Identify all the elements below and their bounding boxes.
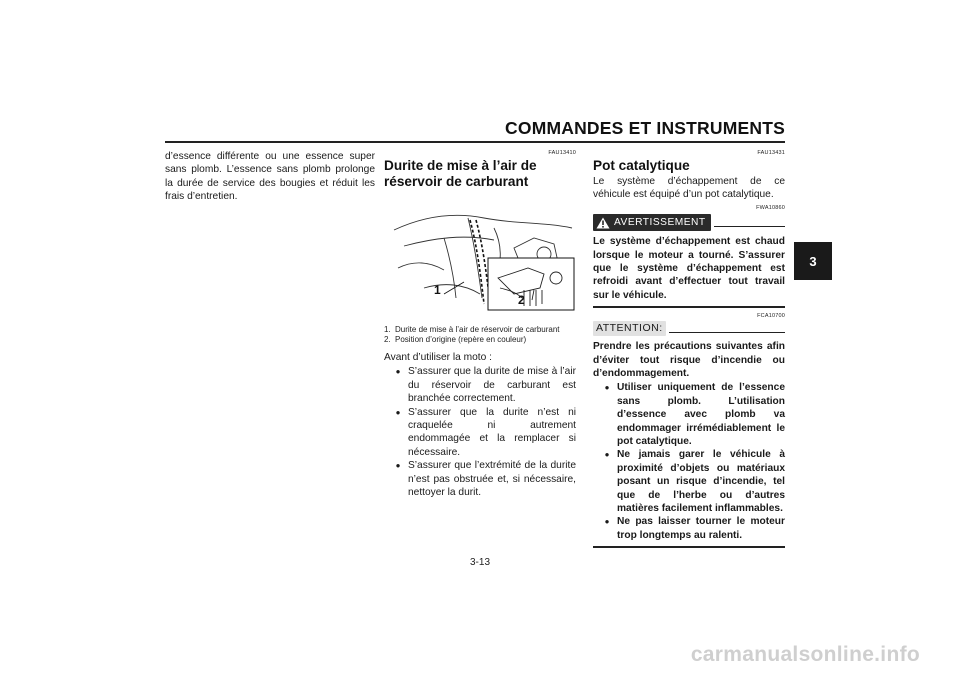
section-code: FAU13410: [548, 150, 576, 156]
page-title: COMMANDES ET INSTRUMENTS: [505, 118, 785, 138]
warning-text: Le système d’échappement est chaud lorsque le moteur a tourné. S’assurer que le système d’échappement est refroidi avant d’effectuer tout travail sur le véhicule.: [593, 236, 785, 301]
warning-banner: [593, 214, 785, 231]
watermark: carmanualsonline.info: [690, 643, 920, 666]
section-code: FAU13431: [757, 150, 785, 156]
list-item-text: S’assurer que la durite n’est ni craquelée ni autrement endommagée et la remplacer si nécessaire.: [408, 406, 576, 458]
list-item-text: S’assurer que la durite de mise à l’air du réservoir de carburant est branchée correctement.: [408, 366, 576, 405]
figure-caption: [384, 325, 576, 345]
catalytic-paragraph: Le système d’échappement de ce véhicule est équipé d’un pot catalytique.: [593, 176, 785, 201]
bullet-icon: ●: [604, 383, 610, 393]
column-right: [593, 150, 785, 548]
figure-label-2: 2: [518, 293, 525, 307]
warning-divider: [714, 226, 785, 228]
list-item: [384, 406, 576, 460]
caption-text: Position d’origine (repère en couleur): [395, 335, 527, 344]
warning-badge: [593, 214, 711, 231]
list-item: [593, 381, 785, 448]
list-item-text: Utiliser uniquement de l’essence sans plomb. L’utilisation d’essence avec plomb va endommager irrémédiablement le pot catalytique.: [617, 382, 785, 447]
attention-list: [593, 381, 785, 542]
caption-number: 1.: [384, 325, 391, 334]
bullet-icon: ●: [395, 367, 401, 377]
list-item-text: Ne jamais garer le véhicule à proximité d’objets ou matériaux posant un risque d’incendie, tel que de l’herbe ou d’autres matières facilement inflammables.: [617, 449, 785, 515]
attention-banner: [593, 321, 785, 336]
warning-code: FWA10860: [756, 204, 785, 211]
attention-label: ATTENTION:: [593, 321, 666, 336]
intro-paragraph: d’essence différente ou une essence super sans plomb. L’essence sans plomb prolonge la durée de service des bougies et réduit les frais d’entretien.: [165, 151, 375, 203]
bullet-icon: ●: [395, 461, 401, 471]
column-left: [165, 150, 375, 204]
checklist: [384, 365, 576, 499]
warning-end-divider: [593, 306, 785, 308]
caption-item: [384, 335, 576, 345]
breather-hose-illustration: [384, 198, 576, 318]
list-item-text: S’assurer que l’extrémité de la durite n’est pas obstruée et, si nécessaire, nettoyer la durit.: [408, 460, 576, 499]
list-item-text: Ne pas laisser tourner le moteur trop longtemps au ralenti.: [617, 516, 785, 541]
warning-triangle-icon: [596, 217, 610, 229]
attention-intro: Prendre les précautions suivantes afin d’éviter tout risque d’incendie ou d’endommagement.: [593, 341, 785, 379]
bullet-icon: ●: [604, 450, 610, 460]
warning-label: AVERTISSEMENT: [614, 216, 706, 228]
list-item: [593, 515, 785, 542]
list-item: [593, 448, 785, 515]
section-heading-fuel-tank-breather: Durite de mise à l’air de réservoir de carburant: [384, 158, 537, 189]
caption-text: Durite de mise à l’air de réservoir de carburant: [395, 325, 560, 334]
breather-hose-drawing: [384, 198, 576, 318]
page-number: 3-13: [469, 557, 490, 568]
list-item: [384, 459, 576, 499]
column-middle: [384, 150, 576, 499]
attention-code: FCA10700: [757, 312, 785, 319]
figure-label-1: 1: [434, 283, 441, 297]
list-item: [384, 365, 576, 405]
attention-end-divider: [593, 546, 785, 548]
bullet-icon: ●: [395, 407, 401, 417]
caption-number: 2.: [384, 335, 391, 344]
header-divider: [165, 141, 785, 143]
section-heading-catalytic-converter: Pot catalytique: [593, 158, 690, 173]
attention-divider: [669, 332, 785, 334]
bullet-icon: ●: [604, 517, 610, 527]
chapter-tab[interactable]: 3: [794, 242, 832, 280]
caption-item: [384, 325, 576, 335]
checklist-intro: Avant d’utiliser la moto :: [384, 352, 492, 363]
